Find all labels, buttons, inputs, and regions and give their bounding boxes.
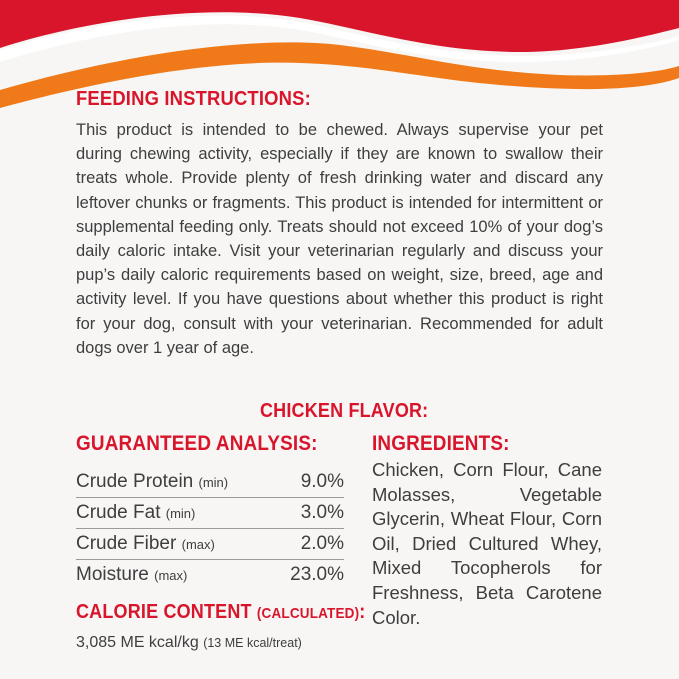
chicken-flavor-heading: CHICKEN FLAVOR:	[260, 400, 429, 422]
calorie-heading-colon: :	[359, 601, 366, 623]
analysis-value: 2.0%	[274, 529, 344, 560]
analysis-label: Crude Fiber (max)	[76, 529, 274, 560]
calorie-kcal-per-kg: 3,085 ME kcal/kg	[76, 634, 199, 651]
analysis-unit: (min)	[165, 506, 196, 521]
feeding-instructions-heading: FEEDING INSTRUCTIONS:	[76, 88, 311, 110]
ingredients-heading: INGREDIENTS:	[372, 432, 510, 455]
analysis-value: 3.0%	[274, 498, 344, 529]
red-swoosh	[0, 0, 679, 52]
calorie-heading-text: CALORIE CONTENT	[76, 601, 252, 623]
guaranteed-analysis-heading: GUARANTEED ANALYSIS:	[76, 432, 318, 455]
table-row	[76, 560, 344, 591]
analysis-label: Moisture (max)	[76, 564, 188, 585]
ingredients-text: Chicken, Corn Flour, Cane Molasses, Vegetable Glycerin, Wheat Flour, Corn Oil, Dried Cultured Whey, Mixed Tocopherols for Freshness, Beta Carotene Color.	[372, 459, 602, 628]
calorie-content-heading	[76, 601, 365, 624]
analysis-unit: (max)	[154, 568, 188, 583]
analysis-unit: (min)	[198, 475, 229, 490]
calorie-content-value	[76, 634, 302, 652]
table-row	[76, 529, 344, 560]
analysis-value: 9.0%	[274, 467, 344, 498]
analysis-value: 23.0%	[290, 564, 344, 585]
table-row	[76, 467, 344, 498]
analysis-unit: (max)	[181, 537, 215, 552]
guaranteed-analysis-table	[76, 467, 344, 590]
calorie-heading-note: (CALCULATED)	[256, 605, 360, 622]
analysis-label: Crude Protein (min)	[76, 467, 274, 498]
feeding-instructions-text: This product is intended to be chewed. Always supervise your pet during chewing activity, especially if they are known to swallow their treats whole. Provide plenty of fresh drinking water and discard any leftover chunks or fragments. This product is intended for intermittent or supplemental feeding only. Treats should not exceed 10% of your dog’s daily caloric intake. Visit your veterinarian regularly and discuss your pup’s daily caloric requirements based on weight, size, breed, age and activity level. If you have questions about whether this product is right for your dog, consult with your veterinarian. Recommended for adult dogs over 1 year of age.	[76, 121, 603, 357]
calorie-kcal-per-treat: (13 ME kcal/treat)	[203, 636, 302, 650]
analysis-label: Crude Fat (min)	[76, 498, 274, 529]
table-row	[76, 498, 344, 529]
